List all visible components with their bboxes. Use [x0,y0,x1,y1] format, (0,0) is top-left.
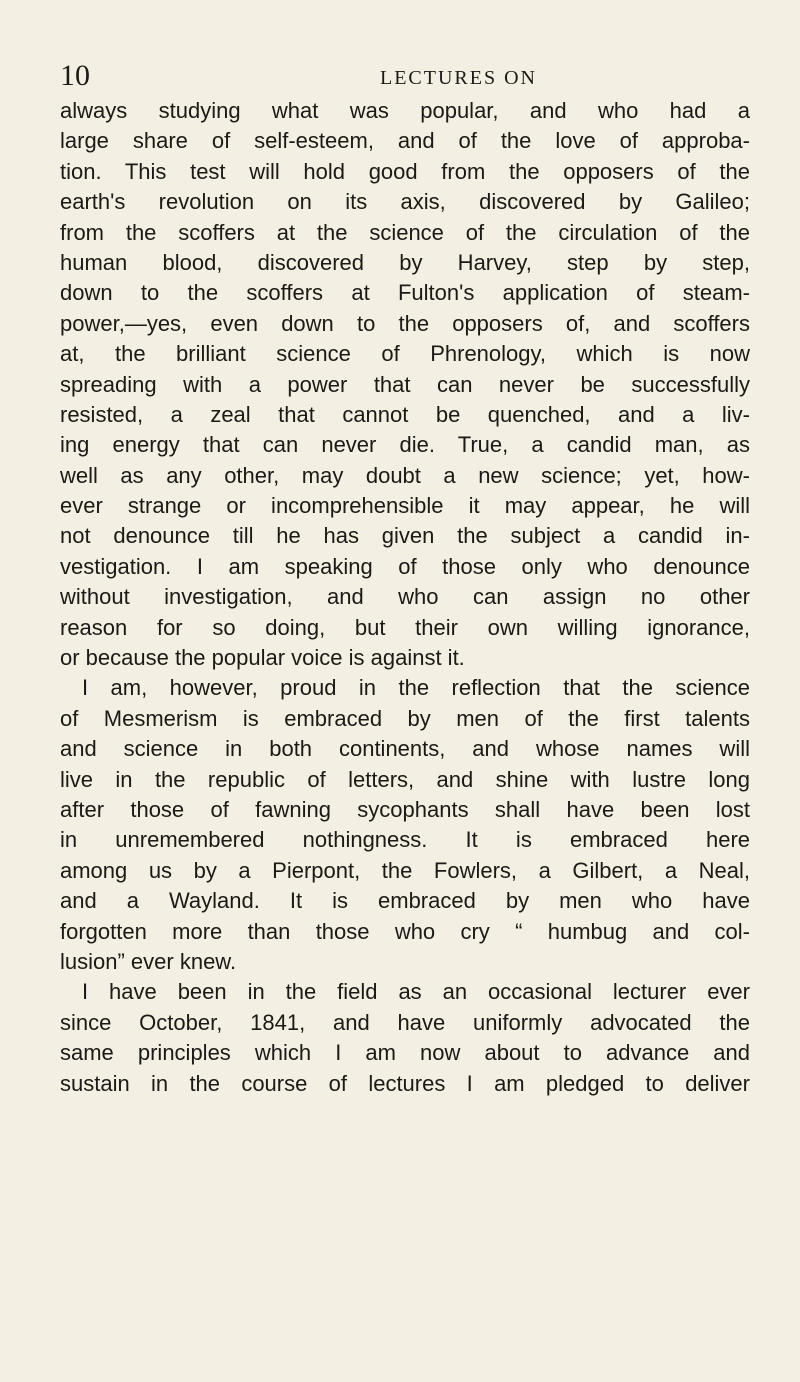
text-line: not denounce till he has given the subject a candid in- [60,523,750,549]
text-line: always studying what was popular, and who had a [60,98,750,123]
text-line: forgotten more than those who cry “ humbug and col- [60,918,750,944]
text-line: sustain in the course of lectures I am pledged to deliver [60,1070,750,1096]
text-line: resisted, a zeal that cannot be quenched, and a liv- [60,401,750,427]
paragraph-first-line: I am, however, proud in the reflection that the science [82,675,750,701]
text-line: since October, 1841, and have uniformly advocated the [60,1009,750,1035]
page-header [60,60,740,100]
text-line: reason for so doing, but their own willing ignorance, [60,614,750,640]
text-line: live in the republic of letters, and shine with lustre long [60,766,750,792]
text-line: earth's revolution on its axis, discovered by Galileo; [60,189,750,215]
paragraph-last-line: lusion” ever knew. [60,948,237,974]
text-line: among us by a Pierpont, the Fowlers, a Gilbert, a Neal, [60,857,750,883]
text-line: well as any other, may doubt a new science; yet, how- [60,462,750,488]
text-line: tion. This test will hold good from the opposers of the [60,158,750,184]
text-line: large share of self-esteem, and of the love of approba- [60,128,750,154]
text-line: at, the brilliant science of Phrenology, which is now [60,341,750,367]
text-line: human blood, discovered by Harvey, step by step, [60,249,750,275]
text-line: power,—yes, even down to the opposers of, and scoffers [60,310,750,336]
page-number: 10 [60,59,90,92]
text-line: after those of fawning sycophants shall have been lost [60,796,750,822]
body-text [60,96,750,1099]
text-line: same principles which I am now about to advance and [60,1040,750,1066]
text-line: in unremembered nothingness. It is embraced here [60,827,750,853]
paragraph-last-line: or because the popular voice is against it. [60,645,465,671]
text-line: of Mesmerism is embraced by men of the first talents [60,705,750,731]
text-line: vestigation. I am speaking of those only who denounce [60,553,750,579]
text-line: without investigation, and who can assign no other [60,584,750,610]
text-line: down to the scoffers at Fulton's application of steam- [60,280,750,306]
text-line: and a Wayland. It is embraced by men who have [60,888,750,914]
running-head: LECTURES ON [380,67,537,89]
text-line: ing energy that can never die. True, a candid man, as [60,432,750,458]
paragraph-first-line: I have been in the field as an occasional lecturer ever [82,979,750,1005]
text-line: spreading with a power that can never be successfully [60,371,750,397]
text-line: and science in both continents, and whose names will [60,736,750,762]
text-line: ever strange or incomprehensible it may appear, he will [60,493,750,519]
text-line: from the scoffers at the science of the circulation of the [60,219,750,245]
